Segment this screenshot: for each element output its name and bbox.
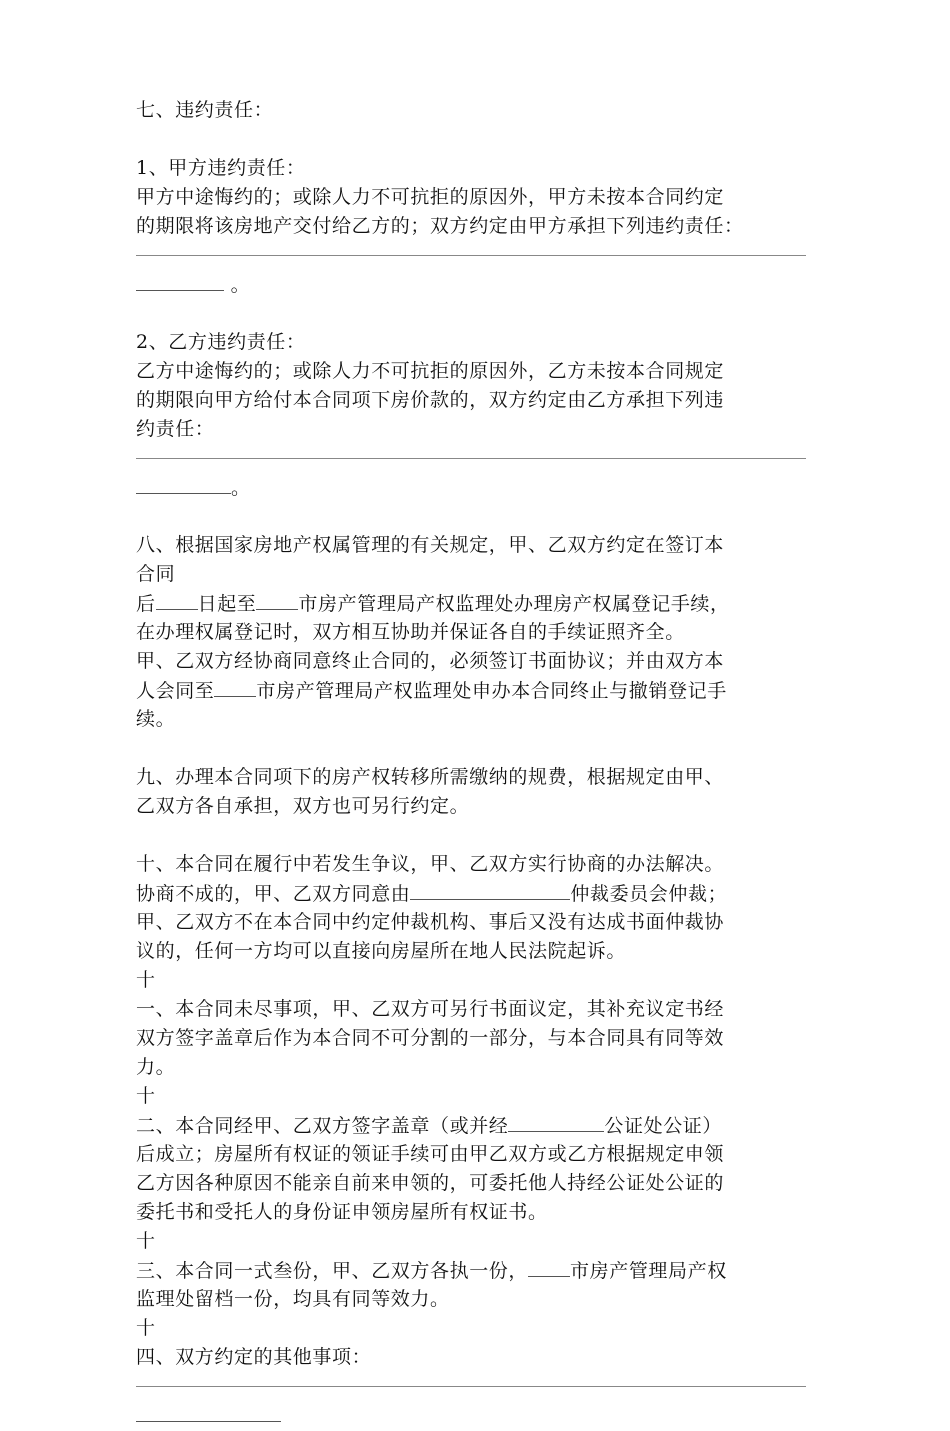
section-9-line: 乙双方各自承担，双方也可另行约定。 [136,795,470,817]
section-8-line: 在办理权属登记时，双方相互协助并保证各自的手续证照齐全。 [136,621,685,643]
section-13-line: 三、本合同一式叁份，甲、乙双方各执一份， 市房产管理局产权 [136,1256,826,1285]
section-8-line: 人会同至 市房产管理局产权监理处申办本合同终止与撤销登记手 [136,676,826,705]
fill-in-blank [136,1401,281,1422]
fill-in-blank [156,589,198,610]
section-8-line: 甲、乙双方经协商同意终止合同的，必须签订书面协议；并由双方本 [136,650,725,672]
fill-in-blank-line [136,1372,826,1401]
clause-7-2-blank-end: 。 [136,473,826,502]
section-8-line: 合同 [136,563,176,585]
fill-in-blank [410,879,570,900]
section-11-line: 一、本合同未尽事项，甲、乙双方可另行书面议定，其补充议定书经 [136,998,725,1020]
clause-7-1-title: 1、甲方违约责任： [136,157,306,179]
section-14-line: 四、双方约定的其他事项： [136,1346,372,1368]
section-11-line: 力。 [136,1056,176,1078]
section-10-line: 甲、乙双方不在本合同中约定仲裁机构、事后又没有达成书面仲裁协 [136,911,725,933]
section-8-line: 八、根据国家房地产权属管理的有关规定，甲、乙双方约定在签订本 [136,534,725,556]
clause-7-2-line: 约责任： [136,418,215,440]
section-12-number: 十 [136,1085,156,1107]
section-12-line: 乙方因各种原因不能亲自前来申领的，可委托他人持经公证处公证的 [136,1172,725,1194]
fill-in-blank-line [136,444,826,473]
section-10-line: 协商不成的，甲、乙双方同意由 仲裁委员会仲裁； [136,879,826,908]
clause-7-1-line: 的期限将该房地产交付给乙方的；双方约定由甲方承担下列违约责任： [136,215,744,237]
section-11-line: 双方签字盖章后作为本合同不可分割的一部分，与本合同具有同等效 [136,1027,725,1049]
clause-7-2-line: 的期限向甲方给付本合同项下房价款的，双方约定由乙方承担下列违 [136,389,725,411]
section-9-line: 九、办理本合同项下的房产权转移所需缴纳的规费，根据规定由甲、 [136,766,725,788]
section-8-line: 续。 [136,708,176,730]
section-12-line: 二、本合同经甲、乙双方签字盖章（或并经 公证处公证） [136,1111,826,1140]
fill-in-blank [136,270,224,291]
clause-7-2-line: 乙方中途悔约的；或除人力不可抗拒的原因外，乙方未按本合同规定 [136,360,725,382]
section-13-number: 十 [136,1230,156,1252]
section-8-line: 后 日起至 市房产管理局产权监理处办理房产权属登记手续， [136,589,826,618]
section-12-line: 后成立；房屋所有权证的领证手续可由甲乙双方或乙方根据规定申领 [136,1143,725,1165]
clause-7-1-line: 甲方中途悔约的；或除人力不可抗拒的原因外，甲方未按本合同约定 [136,186,725,208]
fill-in-blank [214,676,256,697]
section-14-blank-end [136,1401,826,1430]
contract-page [136,96,826,1430]
fill-in-blank [136,473,231,494]
section-11-number: 十 [136,969,156,991]
clause-7-2-title: 2、乙方违约责任： [136,331,306,353]
fill-in-blank [528,1256,570,1277]
fill-in-blank [256,589,298,610]
section-7-title: 七、违约责任： [136,99,274,121]
fill-in-blank [508,1111,604,1132]
section-14-number: 十 [136,1317,156,1339]
fill-in-blank-line [136,241,826,270]
section-13-line: 监理处留档一份，均具有同等效力。 [136,1288,450,1310]
section-10-line: 议的，任何一方均可以直接向房屋所在地人民法院起诉。 [136,940,627,962]
section-10-line: 十、本合同在履行中若发生争议，甲、乙双方实行协商的办法解决。 [136,853,725,875]
clause-7-1-blank-end: 。 [136,270,826,299]
section-12-line: 委托书和受托人的身份证申领房屋所有权证书。 [136,1201,548,1223]
